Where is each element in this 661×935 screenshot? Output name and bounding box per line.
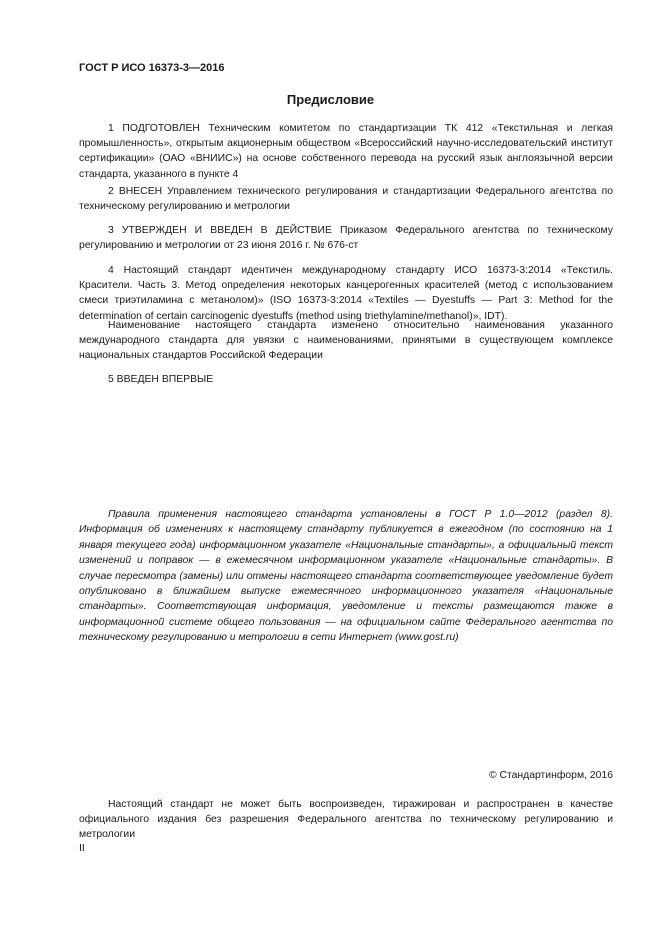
foreword-item-4: 4 Настоящий стандарт идентичен международному стандарту ИСО 16373-3:2014 «Текстиль. Красители. Часть 3. Метод определения некоторых канцерогенных красителей (метод с использованием смеси триэтиламина с метанолом)» (ISO 16373-3:2014 «Textiles — Dyestuffs — Part 3: Method for the determination of certain carcinogenic dyestuffs (method using triethylamine/methanol)», IDT). [79, 265, 613, 322]
copyright: © Стандартинформ, 2016 [488, 770, 613, 781]
standard-id: ГОСТ Р ИСО 16373-3—2016 [79, 62, 225, 74]
reproduction-notice: Настоящий стандарт не может быть воспроизведен, тиражирован и распространен в качестве официального издания без разрешения Федерального агентства по техническому регулированию и метрологии [79, 799, 613, 841]
foreword-item-5: 5 ВВЕДЕН ВПЕРВЫЕ [108, 374, 214, 385]
foreword-item-3: 3 УТВЕРЖДЕН И ВВЕДЕН В ДЕЙСТВИЕ Приказом Федерального агентства по техническому регулированию и метрологии от 23 июня 2016 г. № 676-ст [79, 225, 613, 252]
foreword-item-4-note: Наименование настоящего стандарта изменено относительно наименования указанного международного стандарта для увязки с наименованиями, принятыми в существующем комплексе национальных стандартов Российской Федерации [79, 320, 613, 362]
application-rules-notice: Правила применения настоящего стандарта установлены в ГОСТ Р 1.0—2012 (раздел 8). Информация об изменениях к настоящему стандарту публикуется в ежегодном (по состоянию на 1 января текущего года) информационном указателе «Национальные стандарты», а официальный текст изменений и поправок — в ежемесячном информационном указателе «Национальные стандарты». В случае пересмотра (замены) или отмены настоящего стандарта соответствующее уведомление будет опубликовано в ближайшем выпуске ежемесячного информационного указателя «Национальные стандарты». Соответствующая информация, уведомление и тексты размещаются также в информационной системе общего пользования — на официальном сайте Федерального агентства по техническому регулированию и метрологии в сети Интернет (www.gost.ru) [79, 509, 613, 644]
foreword-item-1: 1 ПОДГОТОВЛЕН Техническим комитетом по стандартизации ТК 412 «Текстильная и легкая промышленность», открытым акционерным обществом «Всероссийский научно-исследовательский институт сертификации» (ОАО «ВНИИС») на основе собственного перевода на русский язык англоязычной версии стандарта, указанного в пункте 4 [79, 123, 613, 180]
page-number: II [79, 843, 85, 854]
foreword-item-2: 2 ВНЕСЕН Управлением технического регулирования и стандартизации Федерального агентства по техническому регулированию и метрологии [79, 186, 613, 213]
page-title: Предисловие [286, 92, 375, 107]
